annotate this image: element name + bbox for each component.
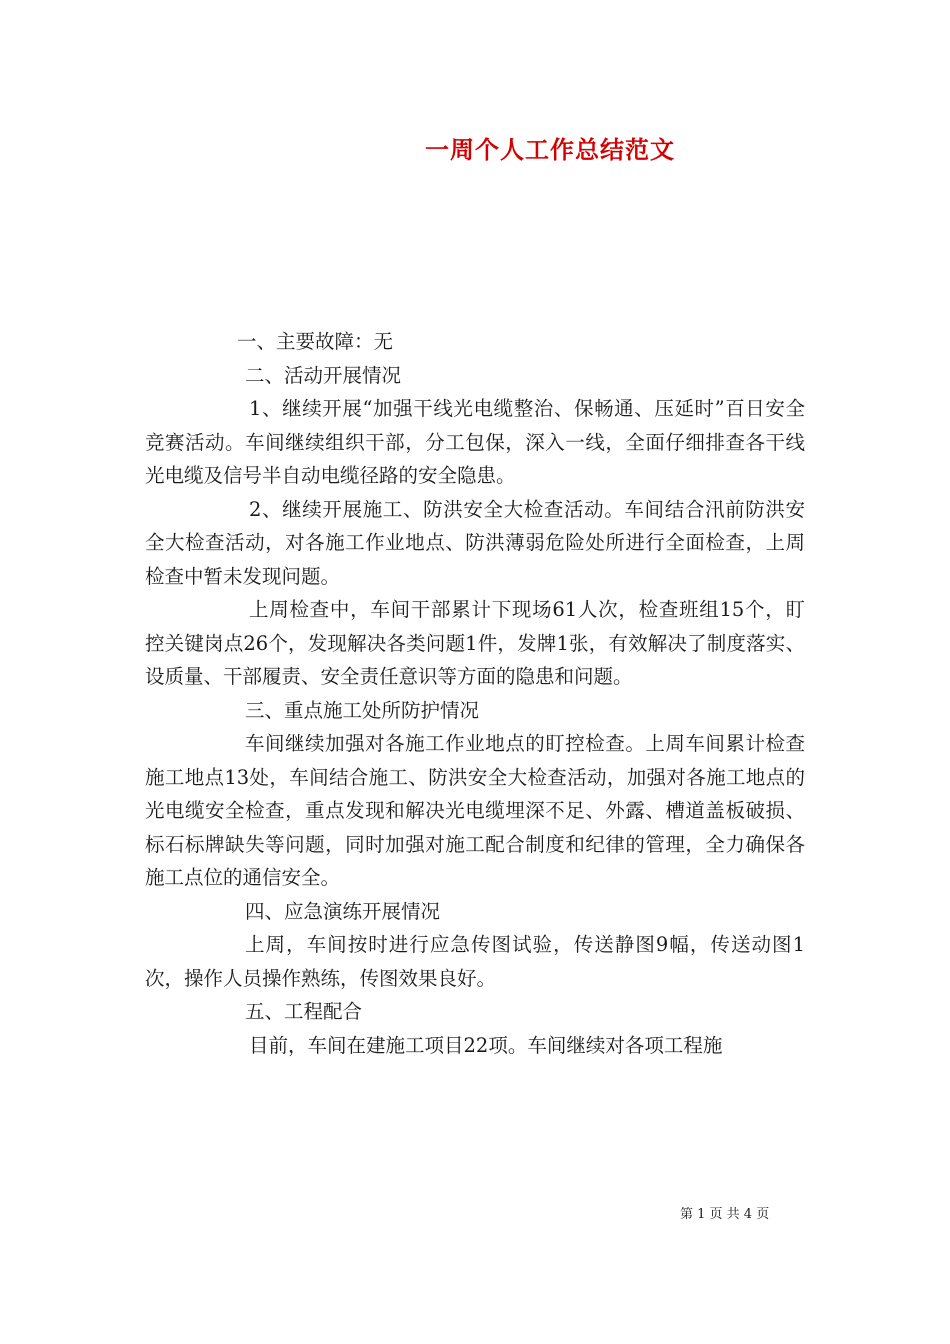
document-title: 一周个人工作总结范文 [425,135,675,164]
paragraph-activity-1: 1、继续开展“加强干线光电缆整治、保畅通、压延时”百日安全竞赛活动。车间继续组织干部，分工包保，深入一线，全面仔细排查各干线光电缆及信号半自动电缆径路的安全隐患。 [145,397,805,487]
paragraph-engineering: 目前，车间在建施工项目22项。车间继续对各项工程施 [249,1033,723,1057]
paragraph-main-faults: 一、主要故障：无 [237,330,394,353]
paragraph-construction-protection: 车间继续加强对各施工作业地点的盯控检查。上周车间累计检查施工地点13处，车间结合施工、防洪安全大检查活动，加强对各施工地点的光电缆安全检查，重点发现和解决光电缆埋深不足、外露、槽道盖板破损、标石标牌缺失等问题，同时加强对施工配合制度和纪律的管理，全力确保各施工点位的通信安全。 [145,732,805,889]
page-number: 第 1 页 共 4 页 [680,1207,770,1222]
paragraph-activity-2: 2、继续开展施工、防洪安全大检查活动。车间结合汛前防洪安全大检查活动，对各施工作业地点、防洪薄弱危险处所进行全面检查，上周检查中暂未发现问题。 [145,497,805,588]
document-body [145,325,805,1062]
paragraph-heading-construction: 三、重点施工处所防护情况 [245,698,480,722]
paragraph-heading-engineering: 五、工程配合 [245,1000,363,1023]
paragraph-heading-emergency: 四、应急演练开展情况 [245,899,441,923]
paragraph-inspection-stats: 上周检查中，车间干部累计下现场61人次，检查班组15个，盯控关键岗点26个，发现解决各类问题1件，发牌1张，有效解决了制度落实、设质量、干部履责、安全责任意识等方面的隐患和问题。 [145,598,805,688]
paragraph-emergency-drill: 上周，车间按时进行应急传图试验，传送静图9幅，传送动图1次，操作人员操作熟练，传图效果良好。 [145,933,805,990]
paragraph-heading-activities: 二、活动开展情况 [245,363,402,387]
